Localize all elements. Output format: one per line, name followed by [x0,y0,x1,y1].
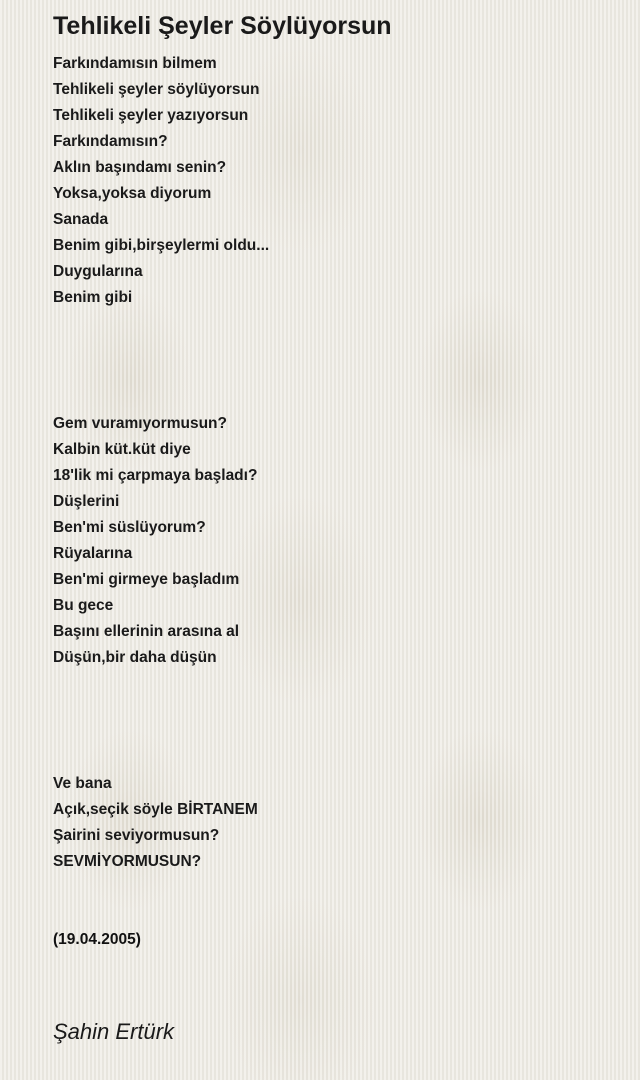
stanza-3 [53,771,269,875]
poem-line: Açık,seçik söyle BİRTANEM [53,801,258,818]
poem-title: Tehlikeli Şeyler Söylüyorsun [53,12,392,40]
poem-line: Sanada [53,211,109,228]
poem-line: Tehlikeli şeyler söylüyorsun [53,81,260,98]
poem-line: Ben'mi girmeye başladım [53,571,240,588]
poem-line: Başını ellerinin arasına al [53,623,240,640]
poem-line: SEVMİYORMUSUN? [53,853,202,870]
stanza-gap [53,671,269,771]
poem-line: Bu gece [53,597,114,614]
poem-author: Şahin Ertürk [53,1019,175,1044]
poem-line: Düşün,bir daha düşün [53,649,217,666]
poem-line: Benim gibi,birşeylermi oldu... [53,237,270,254]
poem-line: Düşlerini [53,493,120,510]
poem-line: Rüyalarına [53,545,133,562]
poem-line: Duygularına [53,263,143,280]
poem-line: Şairini seviyormusun? [53,827,220,844]
poem-line: Yoksa,yoksa diyorum [53,185,212,202]
stanza-2 [53,411,269,671]
poem-line: Tehlikeli şeyler yazıyorsun [53,107,249,124]
poem-line: Aklın başındamı senin? [53,159,227,176]
poem-line: Gem vuramıyormusun? [53,415,227,432]
poem-line: Farkındamısın? [53,133,168,150]
stanza-1 [53,51,269,311]
poem-line: Kalbin küt.küt diye [53,441,191,458]
poem-line: Benim gibi [53,289,133,306]
poem-line: Ve bana [53,775,112,792]
poem-date: (19.04.2005) [53,931,141,948]
poem-line: Farkındamısın bilmem [53,55,217,72]
poem-body [53,51,269,875]
poem-line: Ben'mi süslüyorum? [53,519,206,536]
stanza-gap [53,311,269,411]
poem-line: 18'lik mi çarpmaya başladı? [53,467,258,484]
